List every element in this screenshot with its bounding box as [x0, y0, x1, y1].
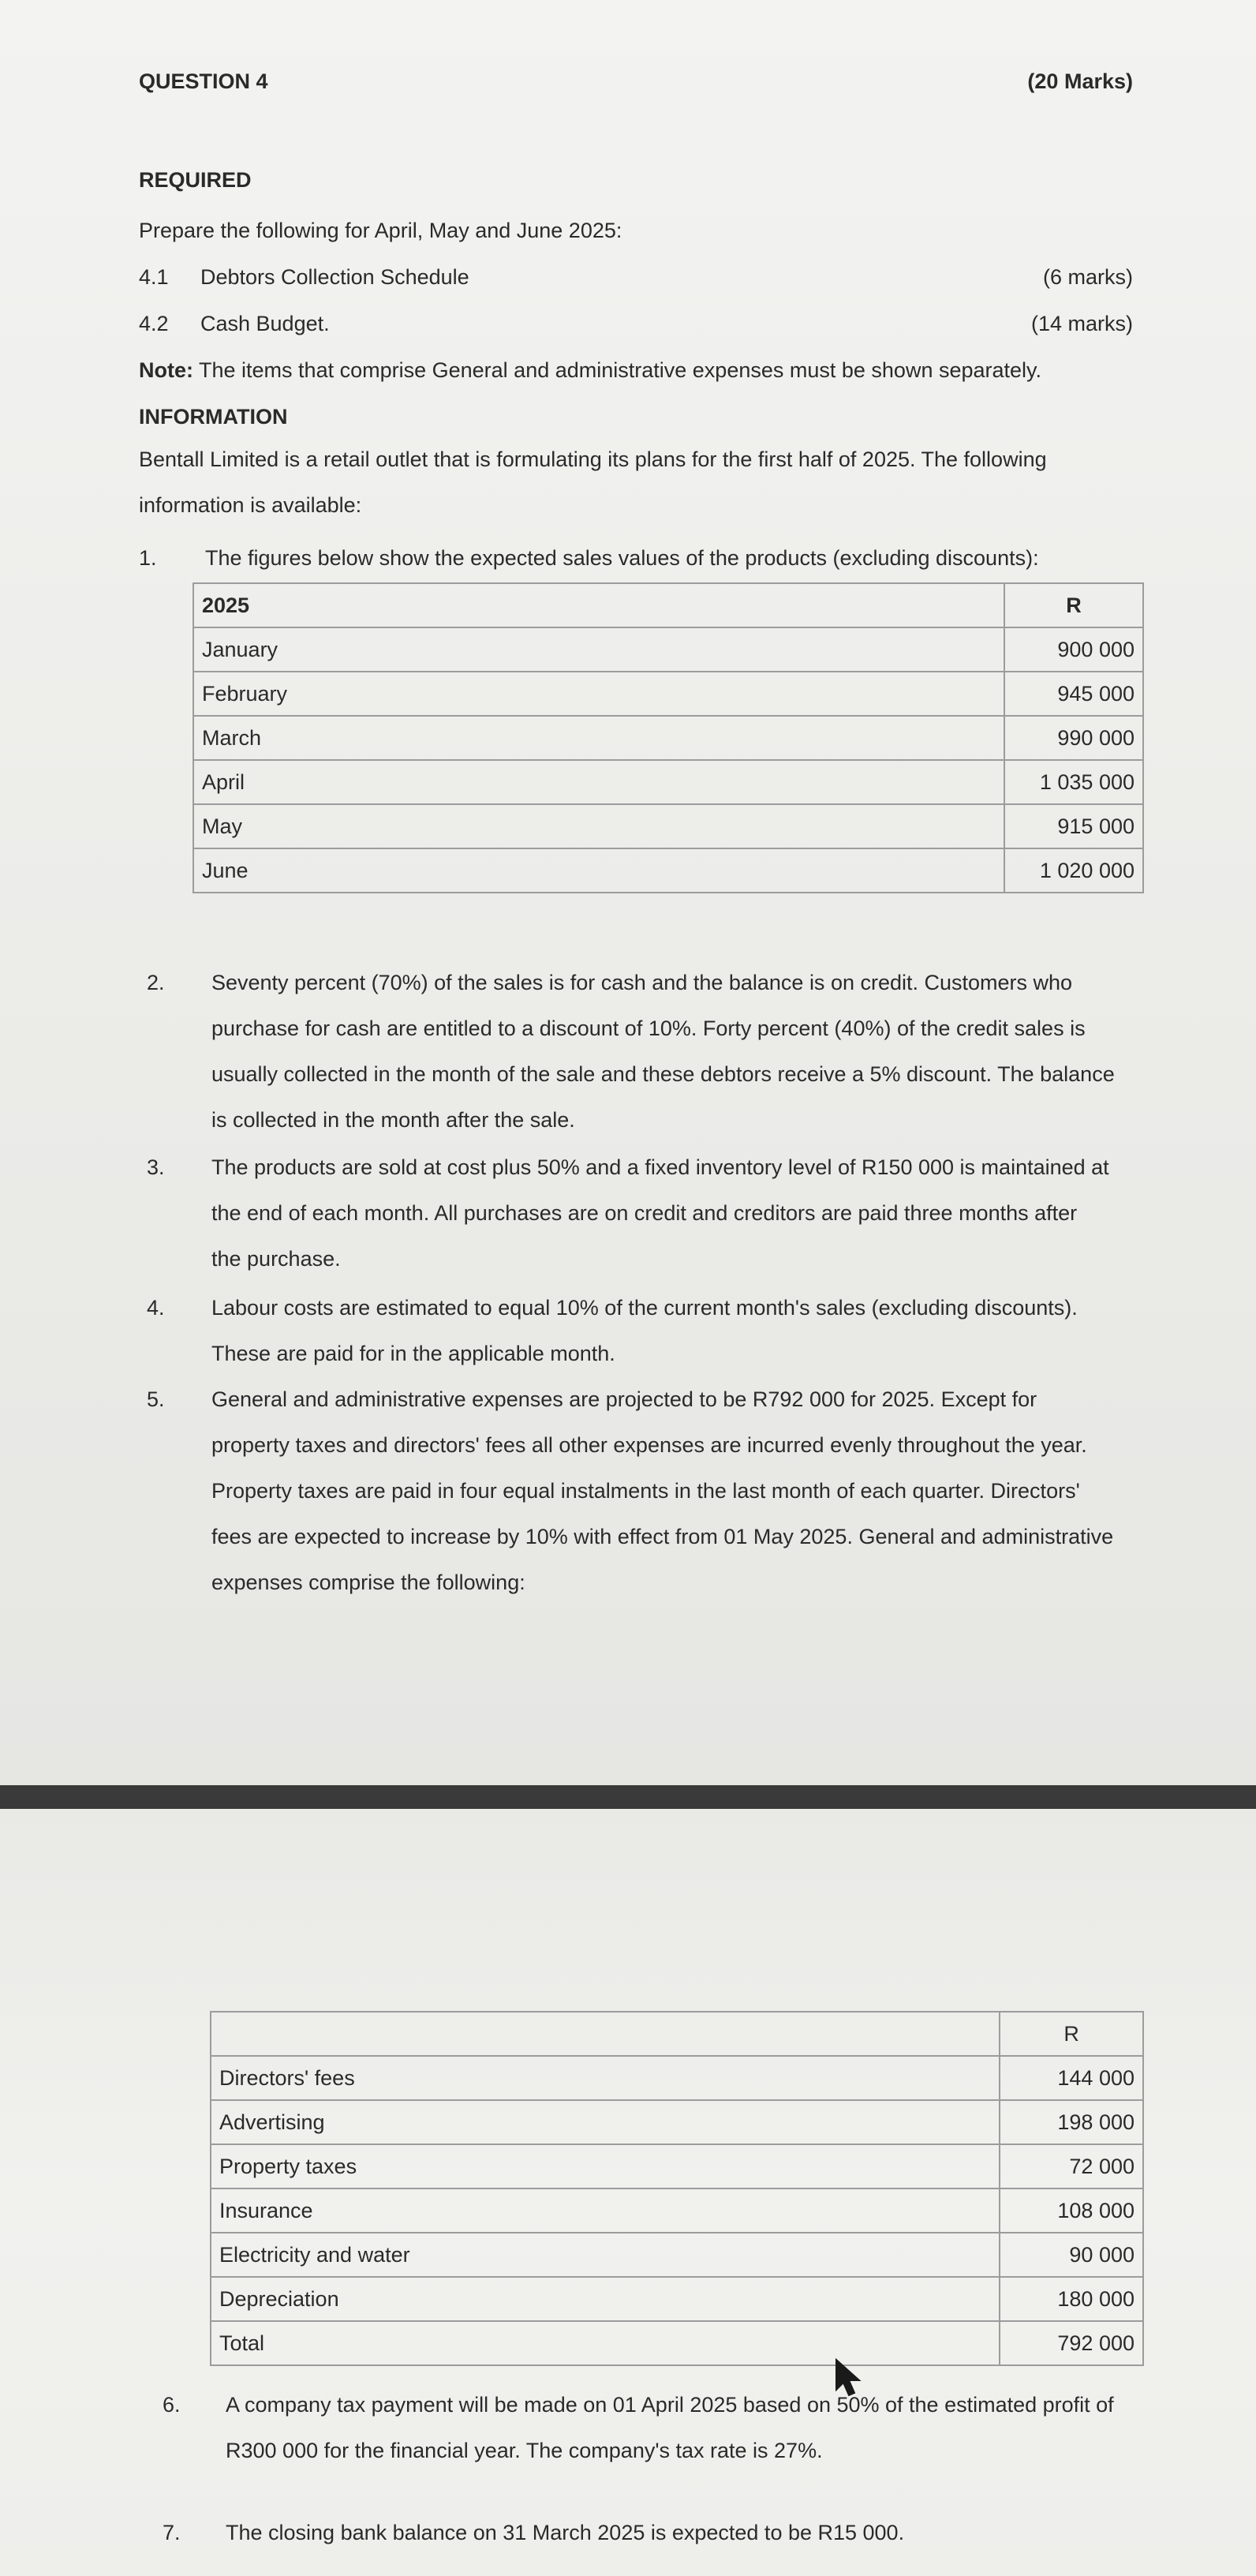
- value-cell: 945 000: [1004, 672, 1143, 716]
- header-currency: R: [1004, 583, 1143, 627]
- point-5-text: [211, 1376, 1113, 1605]
- required-heading: REQUIRED: [139, 168, 252, 192]
- expense-value-cell: 792 000: [1000, 2321, 1143, 2365]
- month-cell: February: [193, 672, 1004, 716]
- page-divider: [0, 1785, 1256, 1809]
- point-line: is collected in the month after the sale.: [211, 1108, 575, 1132]
- question-marks: (20 Marks): [1027, 69, 1133, 93]
- month-cell: May: [193, 804, 1004, 848]
- value-cell: 1 035 000: [1004, 760, 1143, 804]
- table-row: [193, 672, 1143, 716]
- required-item-marks: (14 marks): [1030, 312, 1133, 335]
- required-intro: Prepare the following for April, May and June 2025:: [139, 219, 622, 242]
- point-line: usually collected in the month of the sale and these debtors receive a 5% discount. The balance: [211, 1062, 1115, 1086]
- information-heading: INFORMATION: [139, 405, 288, 429]
- expense-item-cell: Insurance: [211, 2188, 1000, 2233]
- expense-item-cell: Electricity and water: [211, 2233, 1000, 2277]
- required-item-label: Debtors Collection Schedule: [200, 265, 469, 289]
- required-item-number: 4.1: [139, 265, 169, 289]
- month-cell: January: [193, 627, 1004, 672]
- month-cell: April: [193, 760, 1004, 804]
- expense-item-cell: Total: [211, 2321, 1000, 2365]
- sales-table: [193, 582, 1144, 893]
- value-cell: 915 000: [1004, 804, 1143, 848]
- table-row: [211, 2100, 1143, 2144]
- expense-item-cell: Directors' fees: [211, 2056, 1000, 2100]
- table-row: [211, 2188, 1143, 2233]
- expense-value-cell: 180 000: [1000, 2277, 1143, 2321]
- month-cell: March: [193, 716, 1004, 760]
- expense-value-cell: 108 000: [1000, 2188, 1143, 2233]
- header-blank: [211, 2012, 1000, 2056]
- expense-value-cell: 90 000: [1000, 2233, 1143, 2277]
- value-cell: 990 000: [1004, 716, 1143, 760]
- expense-item-cell: Depreciation: [211, 2277, 1000, 2321]
- table-row: [211, 2056, 1143, 2100]
- expense-item-cell: Advertising: [211, 2100, 1000, 2144]
- point-line: property taxes and directors' fees all other expenses are incurred evenly throughout the year.: [211, 1433, 1087, 1457]
- information-intro: [139, 436, 1047, 528]
- table-row: [193, 716, 1143, 760]
- point-3-text: [211, 1144, 1109, 1282]
- point-line: These are paid for in the applicable month.: [211, 1342, 615, 1365]
- point-line: the purchase.: [211, 1247, 341, 1271]
- point-line: Property taxes are paid in four equal instalments in the last month of each quarter. Directors': [211, 1479, 1080, 1503]
- expense-value-cell: 198 000: [1000, 2100, 1143, 2144]
- note-text: The items that comprise General and administrative expenses must be shown separately.: [199, 358, 1042, 382]
- point-number: 5.: [147, 1387, 165, 1411]
- expense-value-cell: 144 000: [1000, 2056, 1143, 2100]
- value-cell: 900 000: [1004, 627, 1143, 672]
- expense-item-cell: Property taxes: [211, 2144, 1000, 2188]
- table-header-row: [211, 2012, 1143, 2056]
- table-row: [193, 627, 1143, 672]
- point-line: The products are sold at cost plus 50% and a fixed inventory level of R150 000 is maintained at: [211, 1155, 1109, 1179]
- point-7-text: The closing bank balance on 31 March 2025 is expected to be R15 000.: [226, 2521, 905, 2544]
- table-row: [193, 760, 1143, 804]
- point-number: 2.: [147, 971, 165, 994]
- point-line: A company tax payment will be made on 01 April 2025 based on 50% of the estimated profit of: [226, 2393, 1114, 2417]
- point-number: 7.: [163, 2521, 181, 2544]
- required-item-label: Cash Budget.: [200, 312, 330, 335]
- point-line: expenses comprise the following:: [211, 1571, 525, 1594]
- table-row: [193, 848, 1143, 893]
- header-currency: R: [1000, 2012, 1143, 2056]
- point-line: Labour costs are estimated to equal 10% of the current month's sales (excluding discounts).: [211, 1296, 1078, 1320]
- expenses-table: [210, 2011, 1144, 2366]
- note: [139, 357, 1041, 384]
- table-total-row: [211, 2321, 1143, 2365]
- value-cell: 1 020 000: [1004, 848, 1143, 893]
- note-label: Note:: [139, 358, 193, 382]
- table-header-row: [193, 583, 1143, 627]
- table-row: [193, 804, 1143, 848]
- question-title: QUESTION 4: [139, 69, 268, 93]
- point-2-text: [211, 960, 1115, 1143]
- point-6-text: [226, 2382, 1114, 2473]
- item-1-text: The figures below show the expected sales values of the products (excluding discounts):: [205, 546, 1039, 570]
- item-1-number: 1.: [139, 546, 157, 570]
- intro-line: information is available:: [139, 493, 362, 517]
- table-row: [211, 2144, 1143, 2188]
- point-line: Seventy percent (70%) of the sales is for cash and the balance is on credit. Customers who: [211, 971, 1073, 994]
- intro-line: Bentall Limited is a retail outlet that is formulating its plans for the first half of 2025. The following: [139, 447, 1047, 471]
- expense-value-cell: 72 000: [1000, 2144, 1143, 2188]
- point-line: fees are expected to increase by 10% with effect from 01 May 2025. General and administrative: [211, 1525, 1114, 1548]
- required-item-marks: (6 marks): [1043, 265, 1133, 289]
- month-cell: June: [193, 848, 1004, 893]
- point-line: R300 000 for the financial year. The company's tax rate is 27%.: [226, 2439, 823, 2462]
- point-line: General and administrative expenses are projected to be R792 000 for 2025. Except for: [211, 1387, 1037, 1411]
- point-number: 4.: [147, 1296, 165, 1320]
- point-number: 3.: [147, 1155, 165, 1179]
- point-number: 6.: [163, 2393, 181, 2417]
- required-item-number: 4.2: [139, 312, 169, 335]
- point-line: the end of each month. All purchases are on credit and creditors are paid three months after: [211, 1201, 1078, 1225]
- table-row: [211, 2277, 1143, 2321]
- point-4-text: [211, 1285, 1078, 1376]
- header-year: 2025: [193, 583, 1004, 627]
- point-line: purchase for cash are entitled to a discount of 10%. Forty percent (40%) of the credit sales is: [211, 1017, 1086, 1040]
- table-row: [211, 2233, 1143, 2277]
